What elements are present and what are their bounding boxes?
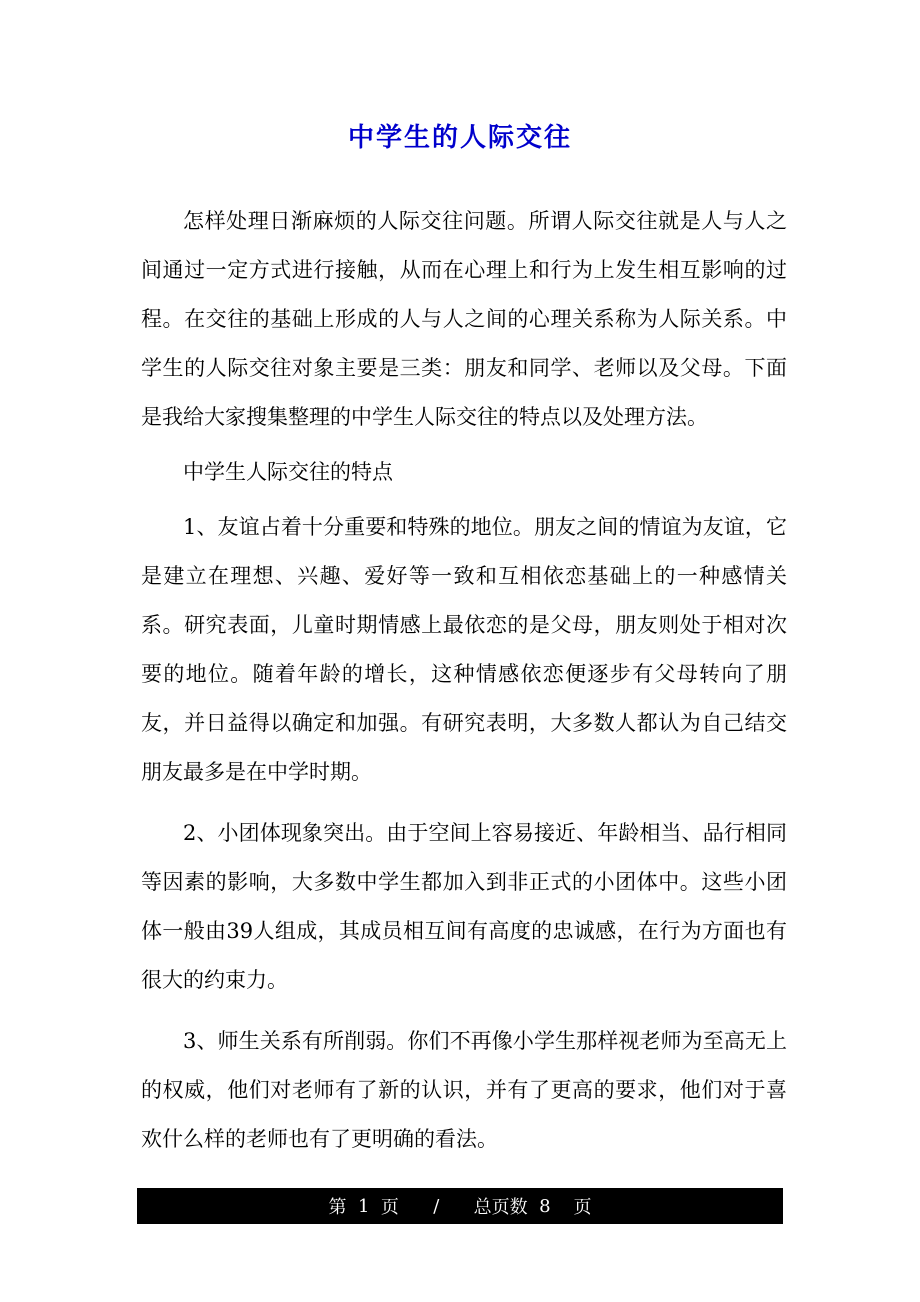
paragraph-point-3: 3、师生关系有所削弱。你们不再像小学生那样视老师为至高无上的权威，他们对老师有了新的认识，并有了更高的要求，他们对于喜欢什么样的老师也有了更明确的看法。 xyxy=(141,1029,787,1151)
document-body xyxy=(141,197,787,1170)
footer-page-suffix: 页 xyxy=(380,1197,399,1218)
page-title: 中学生的人际交往 xyxy=(347,123,572,153)
section-heading: 中学生人际交往的特点 xyxy=(183,460,393,484)
page-footer xyxy=(137,1188,783,1224)
footer-separator: / xyxy=(433,1195,440,1217)
paragraph-intro: 怎样处理日渐麻烦的人际交往问题。所谓人际交往就是人与人之间通过一定方式进行接触，从而在心理上和行为上发生相互影响的过程。在交往的基础上形成的人与人之间的心理关系称为人际关系。中学生的人际交往对象主要是三类：朋友和同学、老师以及父母。下面是我给大家搜集整理的中学生人际交往的特点以及处理方法。 xyxy=(141,209,787,429)
paragraph-point-1: 1、友谊占着十分重要和特殊的地位。朋友之间的情谊为友谊，它是建立在理想、兴趣、爱好等一致和互相依恋基础上的一种感情关系。研究表面，儿童时期情感上最依恋的是父母，朋友则处于相对次要的地位。随着年龄的增长，这种情感依恋便逐步有父母转向了朋友，并日益得以确定和加强。有研究表明，大多数人都认为自己结交朋友最多是在中学时期。 xyxy=(141,515,787,784)
footer-page-prefix: 第 xyxy=(328,1197,347,1218)
paragraph-point-2: 2、小团体现象突出。由于空间上容易接近、年龄相当、品行相同等因素的影响，大多数中学生都加入到非正式的小团体中。这些小团体一般由39人组成，其成员相互间有高度的忠诚感，在行为方面也有很大的约束力。 xyxy=(141,821,787,992)
footer-total-prefix: 总页数 xyxy=(473,1197,528,1218)
footer-total-pages: 8 xyxy=(539,1195,551,1217)
footer-total-suffix: 页 xyxy=(573,1197,592,1218)
footer-current-page: 1 xyxy=(357,1195,370,1217)
